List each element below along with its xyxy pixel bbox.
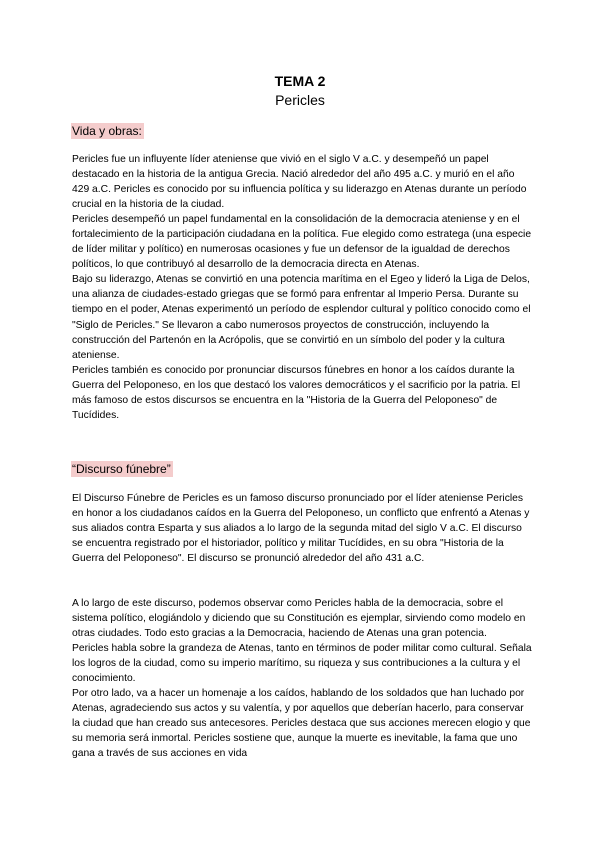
document-title: TEMA 2	[274, 73, 326, 89]
document-subtitle: Pericles	[275, 92, 325, 108]
paragraph: El Discurso Fúnebre de Pericles es un famoso discurso pronunciado por el líder ateniense Pericles en honor a los ciudadanos caídos en la Guerra del Peloponeso, un conflicto que enfrentó a Atenas y sus aliados contra Esparta y sus aliados a lo largo de la segunda mitad del siglo V a.C. El discurso se encuentra registrado por el historiador, político y militar Tucídides, en su obra "Historia de la Guerra del Peloponeso". El discurso se pronunció alrededor del año 431 a.C.	[72, 493, 530, 565]
paragraph: Bajo su liderazgo, Atenas se convirtió en una potencia marítima en el Egeo y lideró la Liga de Delos, una alianza de ciudades-estado griegas que se formó para enfrentar al Imperio Persa. Durante su tiempo en el poder, Atenas experimentó un período de esplendor cultural y político conocido como el "Siglo de Pericles." Se llevaron a cabo numerosos proyectos de construcción, incluyendo la construcción del Partenón en la Acrópolis, que se convirtió en un símbolo del poder y la cultura ateniense.	[72, 274, 531, 361]
paragraph: Pericles fue un influyente líder ateniense que vivió en el siglo V a.C. y desempeñó un papel destacado en la historia de la antigua Grecia. Nació alrededor del año 495 a.C. y murió en el año 429 a.C. Pericles es conocido por su influencia política y su liderazgo en Atenas durante un período crucial en la historia de la ciudad.	[72, 154, 527, 211]
paragraph: A lo largo de este discurso, podemos observar como Pericles habla de la democracia, sobre el sistema político, elogiándolo y diciendo que su Constitución es ejemplar, sirviendo como modelo en otras ciudades. Todo esto gracias a la Democracia, haciendo de Atenas una gran potencia.	[72, 598, 526, 640]
section-intro-discurso-funebre	[72, 491, 534, 566]
paragraph: Pericles habla sobre la grandeza de Atenas, tanto en términos de poder militar como cultural. Señala los logros de la ciudad, como su imperio marítimo, su riqueza y sus contribuciones a la cultura y el conocimiento.	[72, 643, 532, 685]
section-heading-discurso-funebre: “Discurso fúnebre”	[72, 462, 171, 476]
section-body-discurso-funebre	[72, 596, 534, 762]
paragraph: Por otro lado, va a hacer un homenaje a los caídos, hablando de los soldados que han luchado por Atenas, agradeciendo sus actos y su valentía, y por aquellos que deberían hacerlo, para conservar la ciudad que han creado sus antecesores. Pericles destaca que sus acciones merecen elogio y que su memoria será inmortal. Pericles sostiene que, aunque la muerte es inevitable, la fama que uno gana a través de sus acciones en vida	[72, 688, 531, 760]
paragraph: Pericles desempeñó un papel fundamental en la consolidación de la democracia ateniense y en el fortalecimiento de la participación ciudadana en la política. Fue elegido como estratega (una especie de líder militar y político) en numerosas ocasiones y fue un defensor de la igualdad de derechos políticos, lo que contribuyó al desarrollo de la democracia directa en Atenas.	[72, 214, 532, 271]
section-body-vida-y-obras	[72, 152, 534, 423]
paragraph: Pericles también es conocido por pronunciar discursos fúnebres en honor a los caídos durante la Guerra del Peloponeso, en los que destacó los valores democráticos y el sacrificio por la patria. El más famoso de estos discursos se encuentra en la "Historia de la Guerra del Peloponeso" de Tucídides.	[72, 364, 521, 421]
section-heading-vida-y-obras: Vida y obras:	[72, 124, 142, 138]
